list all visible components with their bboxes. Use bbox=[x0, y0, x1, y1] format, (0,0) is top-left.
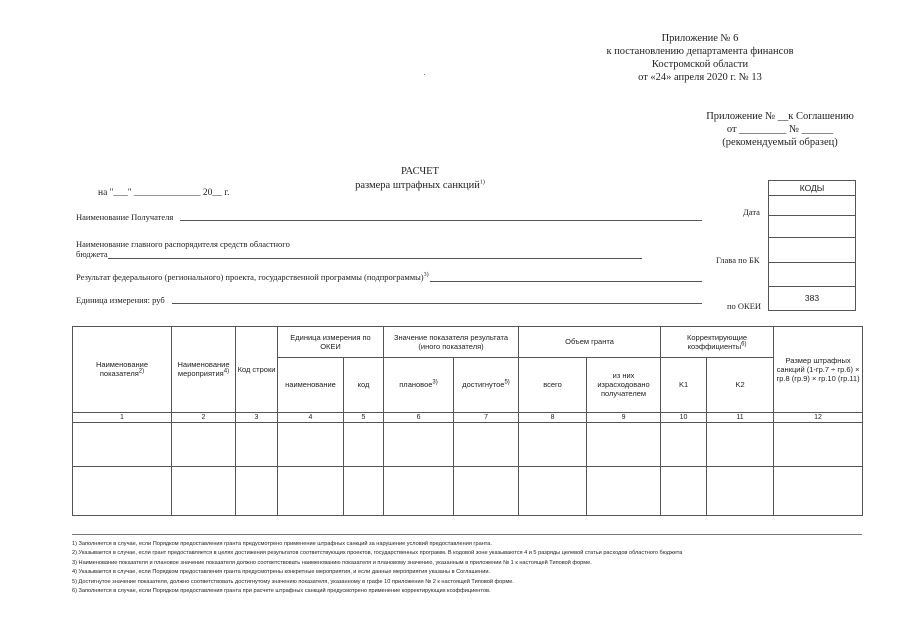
col-okei-name: наименование bbox=[278, 357, 344, 412]
agreement-header bbox=[700, 110, 860, 149]
col-okei-code: код bbox=[344, 357, 384, 412]
col-number: 6 bbox=[384, 412, 454, 422]
table-cell[interactable] bbox=[236, 423, 278, 467]
appendix-region: Костромской области bbox=[651, 59, 749, 70]
table-cell[interactable] bbox=[384, 423, 454, 467]
col-k2: K2 bbox=[707, 357, 774, 412]
unit-field[interactable] bbox=[172, 303, 702, 304]
table-cell[interactable] bbox=[454, 423, 519, 467]
recipient-field[interactable] bbox=[180, 220, 702, 221]
appendix-number: Приложение № 6 bbox=[661, 33, 739, 44]
footnote-2: 2) Указывается в случае, если грант предоставляется в целях достижения результатов соответствующих проектов, государственных программ. В кодовой зоне указываются 4 и 5 разряды целевой статьи расходов областного бюджета bbox=[72, 550, 683, 557]
col-indicator: Наименование показателя$^{2)}$ bbox=[73, 327, 172, 413]
table-cell[interactable] bbox=[344, 423, 384, 467]
appendix-date: от «24» апреля 2020 г. № 13 bbox=[638, 72, 762, 83]
col-row-code: Код строки bbox=[236, 327, 278, 413]
gpbs-label: Наименование главного распорядителя средств областного bbox=[76, 239, 290, 249]
col-grant-total: всего bbox=[519, 357, 587, 412]
footnote-1: 1) Заполняется в случае, если Порядком предоставления гранта предусмотрено применение штрафных санкций за нарушение условий предоставления гранта. bbox=[72, 541, 492, 547]
footnotes bbox=[72, 540, 862, 596]
agreement-date-number: от _________ № ______ bbox=[726, 124, 834, 135]
col-number: 5 bbox=[344, 412, 384, 422]
bk-label: Глава по БК bbox=[716, 255, 760, 265]
result-field[interactable] bbox=[430, 281, 702, 282]
group-okei: Единица измерения по ОКЕИ bbox=[278, 327, 384, 358]
table-cell[interactable] bbox=[278, 466, 344, 515]
result-label: Результат федерального (регионального) проекта, государственной программы (подпрограммы)$^{3)}$ bbox=[76, 272, 429, 282]
col-event: Наименование мероприятия$^{4)}$ bbox=[172, 327, 236, 413]
appendix-header bbox=[560, 32, 840, 84]
table-cell[interactable] bbox=[344, 466, 384, 515]
footnote-3: 3) Наименование показателя и плановое значение показателя должно соответствовать наименованию показателя и плановому значению, указанным в приложении № 1 к настоящей Типовой форме. bbox=[72, 559, 592, 566]
table-cell[interactable] bbox=[384, 466, 454, 515]
codes-cell-bk[interactable] bbox=[768, 263, 856, 287]
table-cell[interactable] bbox=[587, 466, 661, 515]
col-planned: плановое$^{3)}$ bbox=[384, 357, 454, 412]
table-cell[interactable] bbox=[236, 466, 278, 515]
recipient-label: Наименование Получателя bbox=[76, 212, 174, 222]
col-achieved: достигнутое$^{5)}$ bbox=[454, 357, 519, 412]
col-number: 4 bbox=[278, 412, 344, 422]
footnote-4: 4) Указывается в случае, если Порядком предоставления гранта предусмотрены конкретные мероприятия, и если данные мероприятия указаны в Соглашении. bbox=[72, 569, 491, 576]
col-number: 3 bbox=[236, 412, 278, 422]
table-cell[interactable] bbox=[774, 423, 863, 467]
col-number: 8 bbox=[519, 412, 587, 422]
codes-cell-blank bbox=[768, 196, 856, 216]
codes-cell-date[interactable] bbox=[768, 216, 856, 238]
codes-cell-okei: 383 bbox=[768, 287, 856, 311]
footnote-5: 5) Достигнутое значение показателя, должно соответствовать достигнутому значению показателя, указанному в графе 10 приложения № 2 к настоящей Типовой форме. bbox=[72, 578, 514, 585]
col-number: 1 bbox=[73, 412, 172, 422]
col-number: 7 bbox=[454, 412, 519, 422]
table-row bbox=[73, 466, 863, 515]
document-title bbox=[300, 165, 540, 193]
table-cell[interactable] bbox=[278, 423, 344, 467]
table-cell[interactable] bbox=[774, 466, 863, 515]
col-number: 12 bbox=[774, 412, 863, 422]
table-cell[interactable] bbox=[707, 466, 774, 515]
table-cell[interactable] bbox=[661, 466, 707, 515]
footnote-6: 6) Заполняется в случае, если Порядком предоставления гранта при расчете штрафных санкций предусмотрено применение корректирующих коэффициентов. bbox=[72, 588, 491, 595]
table-cell[interactable] bbox=[587, 423, 661, 467]
table-cell[interactable] bbox=[172, 423, 236, 467]
date-label: Дата bbox=[743, 207, 760, 217]
title-penalty: размера штрафных санкций$^{1)}$ bbox=[355, 179, 485, 191]
agreement-sample-note: (рекомендуемый образец) bbox=[722, 137, 838, 148]
gpbs-field[interactable] bbox=[108, 258, 642, 259]
codes-header: КОДЫ bbox=[768, 180, 856, 196]
col-number: 11 bbox=[707, 412, 774, 422]
col-number: 10 bbox=[661, 412, 707, 422]
table-cell[interactable] bbox=[73, 466, 172, 515]
table-row bbox=[73, 423, 863, 467]
col-number: 2 bbox=[172, 412, 236, 422]
table-cell[interactable] bbox=[172, 466, 236, 515]
group-value: Значение показателя результата (иного показателя) bbox=[384, 327, 519, 358]
title-calc: РАСЧЕТ bbox=[401, 166, 439, 177]
table-cell[interactable] bbox=[519, 466, 587, 515]
table-cell[interactable] bbox=[707, 423, 774, 467]
col-k1: K1 bbox=[661, 357, 707, 412]
group-coefficients: Корректирующие коэффициенты$^{6)}$ bbox=[661, 327, 774, 358]
table-cell[interactable] bbox=[454, 466, 519, 515]
table-cell[interactable] bbox=[73, 423, 172, 467]
group-grant: Объем гранта bbox=[519, 327, 661, 358]
table-cell[interactable] bbox=[519, 423, 587, 467]
gpbs-label-cont: бюджета bbox=[76, 249, 108, 259]
okei-label: по ОКЕИ bbox=[727, 301, 762, 311]
col-penalty: Размер штрафных санкций (1-гр.7 ÷ гр.6) × гр.8 (гр.9) × гр.10 (гр.11) bbox=[774, 327, 863, 413]
penalty-table bbox=[72, 326, 863, 516]
report-date-line: на "___" ______________ 20__ г. bbox=[98, 188, 230, 198]
footnote-divider bbox=[72, 534, 862, 535]
codes-cell-gpbs[interactable] bbox=[768, 238, 856, 263]
table-cell[interactable] bbox=[661, 423, 707, 467]
column-numbers-row bbox=[73, 412, 863, 422]
scan-speck bbox=[424, 74, 425, 75]
appendix-decree: к постановлению департамента финансов bbox=[606, 46, 794, 57]
agreement-appendix: Приложение № __к Соглашению bbox=[706, 111, 854, 122]
col-number: 9 bbox=[587, 412, 661, 422]
unit-label: Единица измерения: руб bbox=[76, 295, 165, 305]
col-grant-spent: из них израсходовано получателем bbox=[587, 357, 661, 412]
